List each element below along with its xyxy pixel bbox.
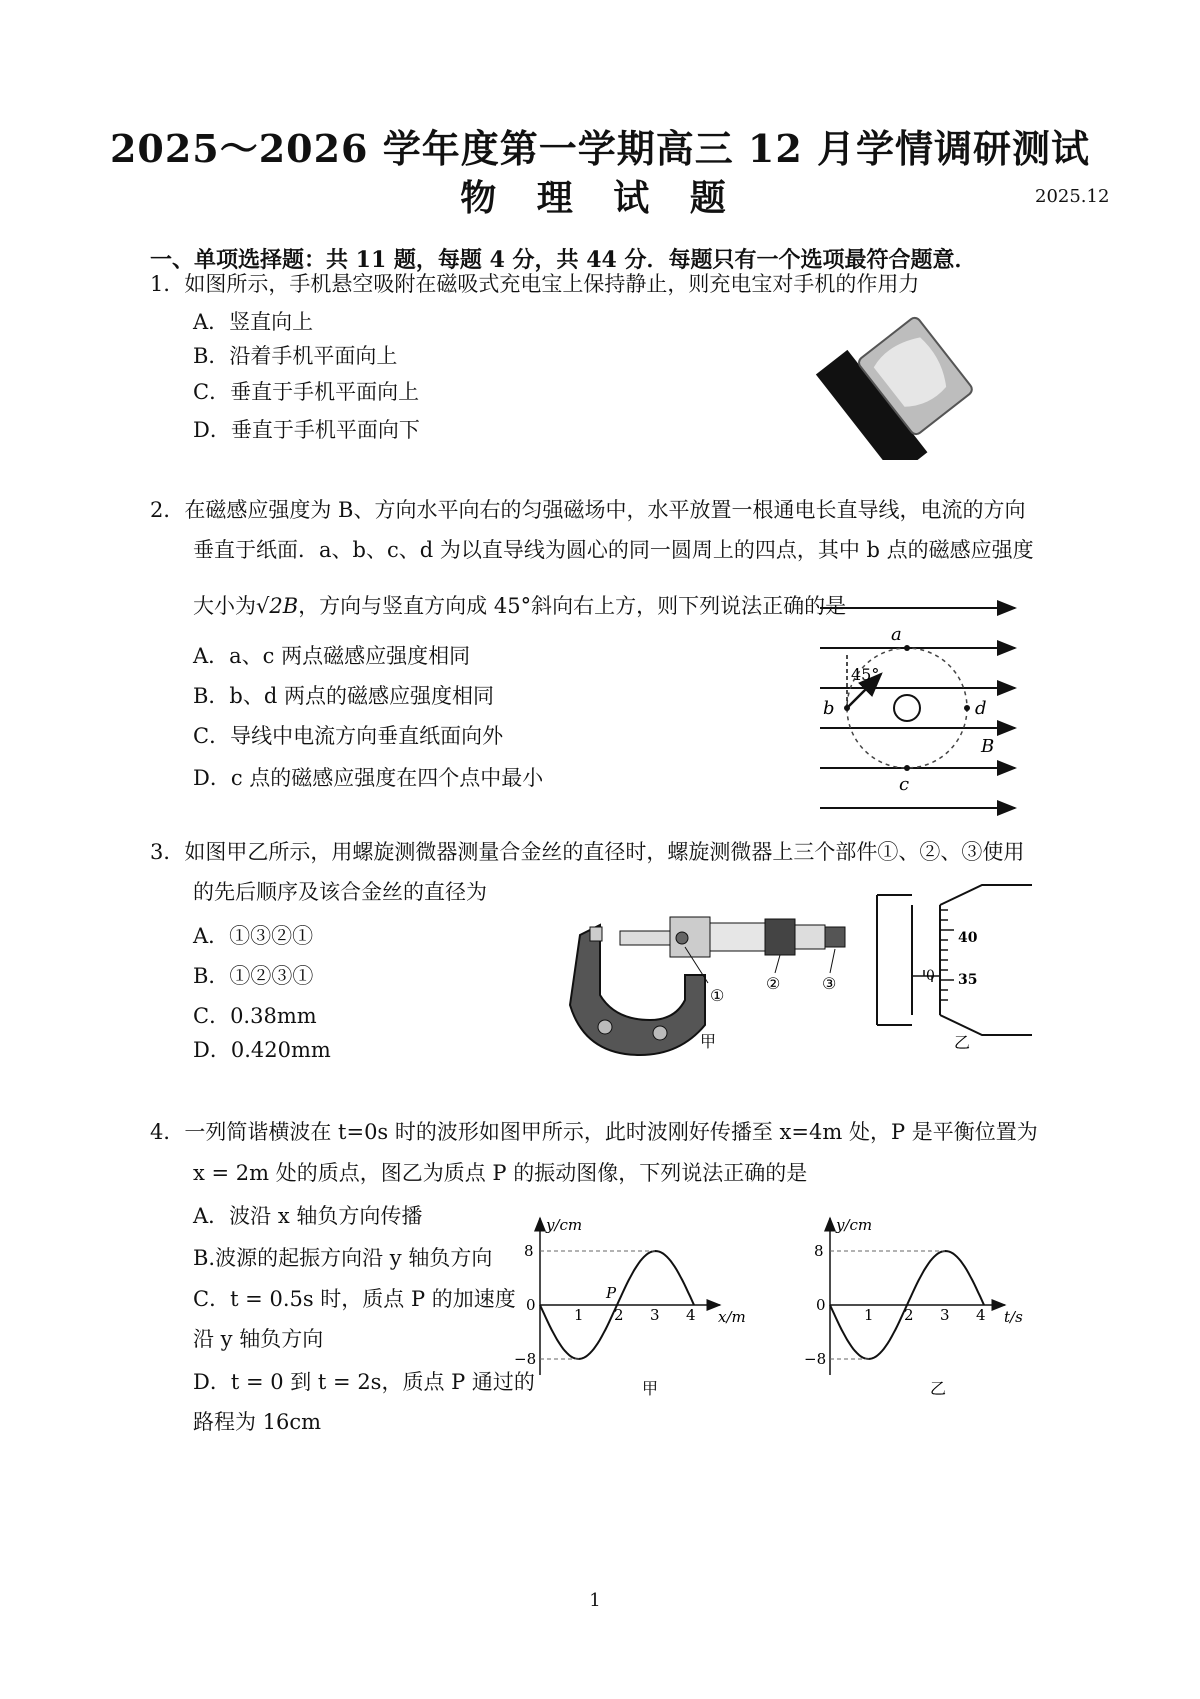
q3-option-a: A．①③②① [193, 924, 314, 948]
svg-text:0: 0 [926, 968, 935, 984]
q4-option-d-cont: 路程为 16cm [193, 1410, 322, 1434]
svg-text:2: 2 [904, 1306, 914, 1324]
q3-line1: 3．如图甲乙所示，用螺旋测微器测量合金丝的直径时，螺旋测微器上三个部件①、②、③使用 [150, 840, 1025, 864]
q2-option-d: D．c 点的磁感应强度在四个点中最小 [193, 766, 544, 790]
exam-date: 2025.12 [1035, 186, 1110, 207]
svg-text:8: 8 [814, 1242, 824, 1260]
q1-option-b: B．沿着手机平面向上 [193, 344, 398, 368]
q4-graph-jia [510, 1210, 760, 1410]
subject-title: 物 理 试 题 [460, 177, 740, 219]
svg-text:40: 40 [958, 930, 978, 946]
q3-option-c: C．0.38mm [193, 1004, 317, 1028]
q4-option-b: B.波源的起振方向沿 y 轴负方向 [193, 1246, 493, 1270]
svg-text:y/cm: y/cm [546, 1216, 583, 1234]
wire-cross-section [894, 695, 920, 721]
q2-line2: 垂直于纸面．a、b、c、d 为以直导线为圆心的同一圆周上的四点，其中 b 点的磁感应强度 [193, 538, 1034, 562]
svg-text:x/m: x/m [718, 1308, 746, 1326]
q4-option-c-cont: 沿 y 轴负方向 [193, 1327, 324, 1351]
q2-field-figure [815, 590, 1025, 820]
q4-line2: x = 2m 处的质点，图乙为质点 P 的振动图像，下列说法正确的是 [193, 1161, 808, 1185]
exam-title: 2025～2026 学年度第一学期高三 12 月学情调研测试 [109, 126, 1091, 171]
q4-option-c: C．t = 0.5s 时，质点 P 的加速度 [193, 1287, 516, 1311]
micrometer-figure [560, 905, 860, 1065]
q2-option-b: B．b、d 两点的磁感应强度相同 [193, 684, 494, 708]
svg-text:甲: 甲 [700, 1032, 717, 1051]
svg-text:3: 3 [940, 1306, 950, 1324]
svg-text:4: 4 [976, 1306, 986, 1324]
svg-text:B: B [981, 736, 995, 757]
q3-option-d: D．0.420mm [193, 1038, 331, 1062]
micrometer-scale-figure [872, 880, 1037, 1050]
svg-text:③: ③ [822, 974, 837, 993]
svg-text:乙: 乙 [930, 1379, 947, 1398]
q4-graph-yi [800, 1210, 1040, 1410]
q1-option-c: C．垂直于手机平面向上 [193, 380, 420, 404]
svg-text:d: d [975, 698, 987, 719]
svg-text:4: 4 [686, 1306, 696, 1324]
q4-option-d: D．t = 0 到 t = 2s，质点 P 通过的 [193, 1370, 535, 1394]
q2-line3: 大小为√2B，方向与竖直方向成 45°斜向右上方，则下列说法正确的是 [193, 594, 847, 618]
q4-option-a: A．波沿 x 轴负方向传播 [193, 1204, 423, 1228]
svg-text:t/s: t/s [1004, 1308, 1023, 1326]
svg-text:②: ② [766, 974, 781, 993]
svg-text:①: ① [710, 986, 725, 1005]
svg-text:8: 8 [524, 1242, 534, 1260]
q3-option-b: B．①②③① [193, 964, 314, 988]
q2-option-a: A．a、c 两点磁感应强度相同 [193, 644, 471, 668]
section-heading: 一、单项选择题：共 11 题，每题 4 分，共 44 分．每题只有一个选项最符合题意． [150, 247, 977, 273]
q1-stem: 1．如图所示，手机悬空吸附在磁吸式充电宝上保持静止，则充电宝对手机的作用力 [150, 272, 920, 296]
svg-text:35: 35 [958, 972, 978, 988]
q1-option-a: A．竖直向上 [193, 310, 314, 334]
q3-line2: 的先后顺序及该合金丝的直径为 [193, 880, 487, 904]
q4-line1: 4．一列简谐横波在 t=0s 时的波形如图甲所示，此时波刚好传播至 x=4m 处，P 是平衡位置为 [150, 1120, 1038, 1144]
svg-text:乙: 乙 [954, 1033, 971, 1050]
svg-text:甲: 甲 [642, 1379, 659, 1398]
q1-option-d: D．垂直于手机平面向下 [193, 418, 420, 442]
svg-text:1: 1 [864, 1306, 874, 1324]
svg-text:b: b [823, 698, 835, 719]
q1-phone-figure [800, 300, 980, 460]
svg-text:c: c [899, 774, 910, 795]
svg-text:−8: −8 [514, 1350, 537, 1368]
sqrt-2b: √2B [256, 594, 299, 618]
svg-text:2: 2 [614, 1306, 624, 1324]
svg-text:y/cm: y/cm [836, 1216, 873, 1234]
svg-text:0: 0 [526, 1296, 536, 1314]
svg-text:P: P [606, 1284, 617, 1302]
svg-text:3: 3 [650, 1306, 660, 1324]
q2-option-c: C．导线中电流方向垂直纸面向外 [193, 724, 504, 748]
svg-text:−8: −8 [804, 1350, 827, 1368]
svg-text:0: 0 [816, 1296, 826, 1314]
page-number: 1 [589, 1590, 601, 1611]
svg-text:a: a [891, 624, 902, 645]
svg-text:45°: 45° [851, 665, 880, 684]
svg-text:1: 1 [574, 1306, 584, 1324]
q2-line1: 2．在磁感应强度为 B、方向水平向右的匀强磁场中，水平放置一根通电长直导线，电流的方向 [150, 498, 1026, 522]
